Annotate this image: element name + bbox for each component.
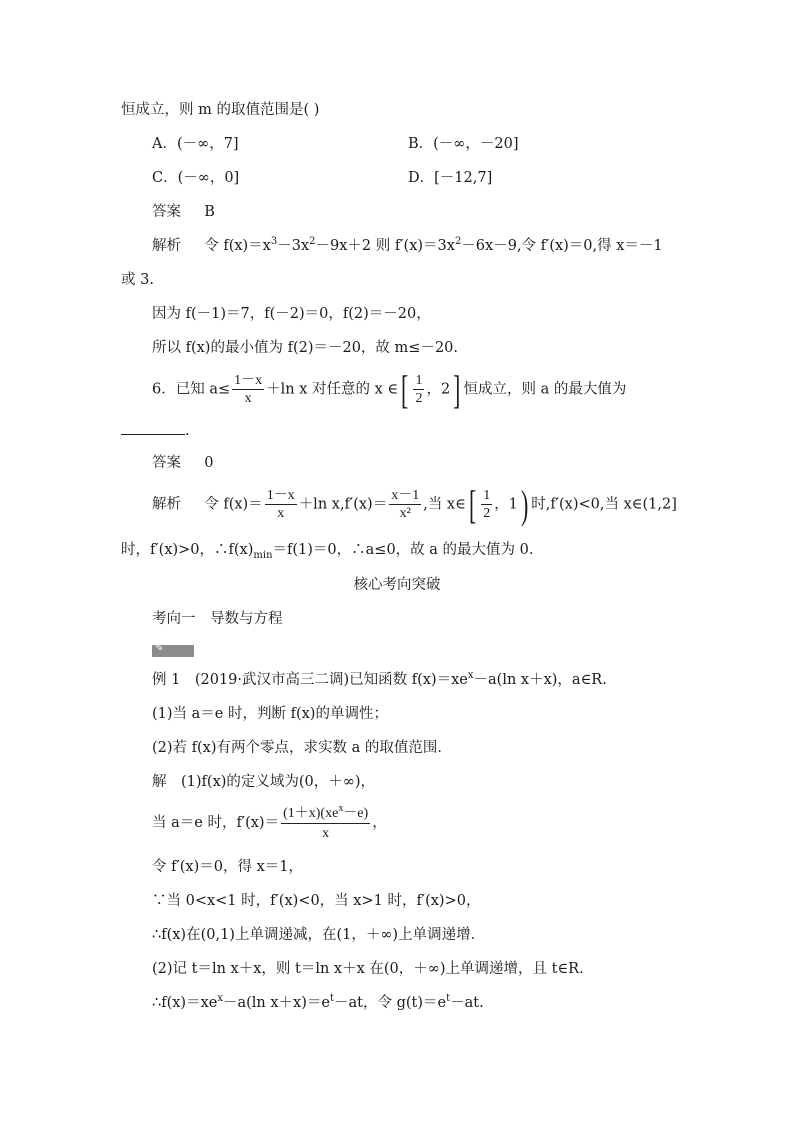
- q5-option-a: A．(－∞，7]: [152, 136, 239, 152]
- solution-label: 解析: [152, 238, 181, 254]
- fraction: [389, 487, 421, 522]
- topic-heading: 考向一 导数与方程: [152, 611, 283, 627]
- answer-label: 答案: [152, 455, 181, 471]
- q5-solution-line-4: 所以 f(x)的最小值为 f(2)＝－20，故 m≤－20.: [152, 340, 458, 356]
- exponent: 3: [270, 236, 278, 247]
- example-1-solution-line-7: [152, 993, 484, 1013]
- fraction-numerator: [281, 804, 370, 824]
- example-1-solution-line-3: 令 f′(x)＝0，得 x＝1，: [152, 859, 303, 875]
- example-1-line-1: [152, 670, 607, 690]
- fraction-denominator: x: [277, 506, 285, 521]
- exponent: 2: [309, 236, 316, 247]
- example-1-line-3: (2)若 f(x)有两个零点，求实数 a 的取值范围．: [152, 740, 452, 756]
- example-text: ，: [372, 815, 387, 831]
- q5-solution-line-1: [152, 236, 663, 256]
- example-text: 例 1 (2019·武汉市高三二调)已知函数 f(x)＝xe: [152, 672, 468, 688]
- solution-text: 令 f(x)＝x: [204, 238, 271, 254]
- q5-option-c: C．(－∞，0]: [152, 170, 240, 186]
- q6-stem: [152, 366, 627, 412]
- fraction: [413, 372, 424, 407]
- answer-value: B: [204, 204, 215, 220]
- pencil-icon: ✎: [155, 643, 164, 654]
- q6-solution-line-2: [121, 540, 533, 560]
- answer-label: 答案: [152, 204, 181, 220]
- fraction: [232, 372, 264, 407]
- solution-text: －6x－9,令 f′(x)＝0,得 x＝－1: [461, 238, 663, 254]
- example-1-solution-line-5: ∴f(x)在(0,1)上单调递减，在(1，＋∞)上单调递增．: [152, 927, 486, 943]
- example-1-solution-line-2: [152, 798, 387, 848]
- example-text: －at.: [450, 995, 484, 1011]
- exponent: x: [217, 993, 223, 1004]
- example-1-line-2: (1)当 a＝e 时，判断 f(x)的单调性；: [152, 706, 388, 722]
- fraction: [281, 804, 370, 843]
- example-text: －a(ln x＋x)＝e: [222, 995, 330, 1011]
- question-text: 恒成立，则 a 的最大值为: [463, 381, 627, 398]
- fraction-numerator: x－1: [391, 488, 420, 503]
- exponent: t: [329, 993, 334, 1004]
- fraction-numerator: 1－x: [234, 373, 263, 388]
- solution-text: －3x: [277, 238, 310, 254]
- question-text: 6．已知 a≤: [152, 381, 231, 398]
- fraction-numerator: 1: [483, 488, 491, 503]
- q5-answer: [152, 202, 215, 222]
- solution-text: ＋ln x,f′(x)＝: [298, 496, 388, 513]
- solution-label: 解析: [152, 496, 181, 513]
- example-1-solution-line-4: ∵当 0<x<1 时，f′(x)<0，当 x>1 时，f′(x)>0，: [152, 893, 481, 909]
- fraction-denominator: 2: [483, 506, 491, 521]
- interval-end: ，2: [426, 381, 451, 398]
- q6-answer-blank: [121, 420, 190, 441]
- exponent: x: [338, 802, 344, 814]
- exponent: 2: [454, 236, 462, 247]
- fraction-numerator: 1: [415, 373, 423, 388]
- fraction-denominator: x: [244, 391, 252, 406]
- solution-text: ＝f(1)＝0，∴a≤0，故 a 的最大值为 0.: [272, 542, 534, 558]
- q6-answer: [152, 453, 213, 473]
- right-paren: ): [520, 481, 529, 527]
- right-bracket: ]: [453, 366, 461, 412]
- fraction-numerator: 1－x: [266, 488, 295, 503]
- fraction: [265, 487, 297, 522]
- solution-text: －9x＋2 则 f′(x)＝3x: [315, 238, 455, 254]
- exponent: x: [467, 670, 474, 681]
- example-text: －a(ln x＋x)，a∈R.: [473, 672, 607, 688]
- example-1-solution-line-6: (2)记 t＝ln x＋x，则 t＝ln x＋x 在(0，＋∞)上单调递增，且 t∈R.: [152, 961, 584, 977]
- fraction-denominator: x: [322, 825, 330, 841]
- q5-solution-line-2: 或 3.: [121, 272, 154, 288]
- q5-stem: 恒成立，则 m 的取值范围是( ): [121, 102, 320, 118]
- fraction: [481, 487, 492, 522]
- example-text: ∴f(x)＝xe: [152, 995, 218, 1011]
- topic-tag-badge: [152, 645, 194, 657]
- fraction-denominator: 2: [415, 391, 423, 406]
- left-bracket: [: [468, 481, 477, 527]
- subscript: min: [253, 550, 273, 561]
- q5-solution-line-3: 因为 f(－1)＝7，f(－2)＝0，f(2)＝－20，: [152, 306, 431, 322]
- interval-end: ，1: [494, 496, 518, 513]
- solution-text: 令 f(x)＝: [204, 496, 263, 513]
- question-text: ＋ln x 对任意的 x ∈: [266, 381, 399, 398]
- numerator-text: －e): [343, 805, 369, 821]
- answer-blank: [121, 420, 185, 435]
- example-1-solution-line-1: 解 (1)f(x)的定义域为(0，＋∞)，: [152, 774, 376, 790]
- solution-text: 时，f′(x)>0，∴f(x): [121, 542, 254, 558]
- q5-option-d: D．[－12,7]: [408, 170, 493, 186]
- solution-text: 时,f′(x)<0,当 x∈(1,2]: [531, 496, 677, 513]
- answer-value: 0: [204, 455, 214, 471]
- example-text: 当 a＝e 时，f′(x)＝: [152, 815, 280, 831]
- example-text: －at，令 g(t)＝e: [334, 995, 447, 1011]
- period: .: [185, 423, 190, 439]
- section-title: 核心考向突破: [353, 577, 441, 593]
- numerator-text: (1＋x)(xe: [283, 805, 339, 821]
- left-bracket: [: [401, 366, 409, 412]
- q6-solution-line-1: [152, 481, 677, 527]
- q5-option-b: B．(－∞，－20]: [408, 136, 519, 152]
- fraction-denominator: x²: [399, 506, 411, 521]
- solution-text: ,当 x∈: [423, 496, 466, 513]
- exponent: t: [446, 993, 451, 1004]
